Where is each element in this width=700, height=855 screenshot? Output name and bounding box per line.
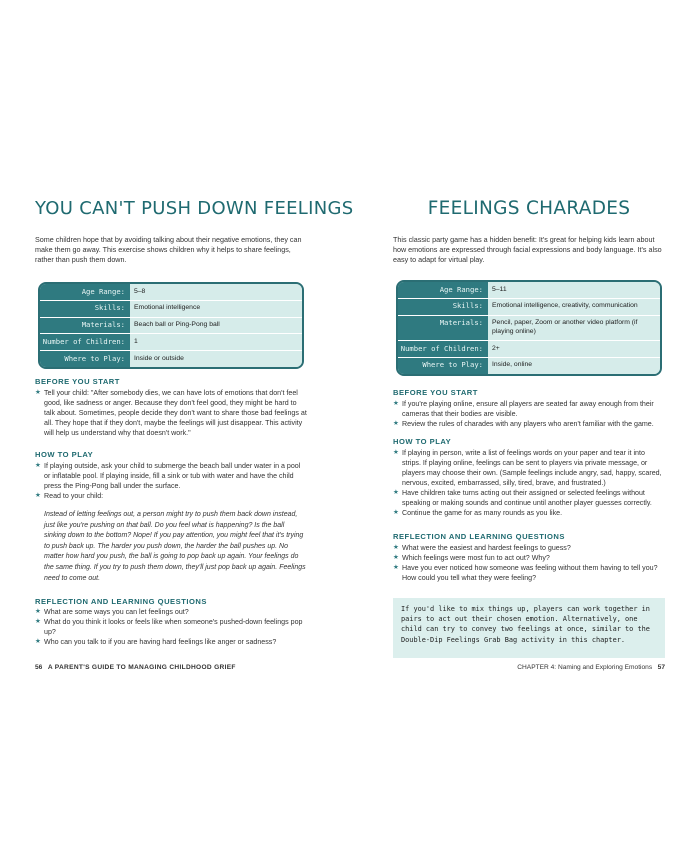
info-label: Materials: bbox=[398, 316, 488, 341]
chapter-title: CHAPTER 4: Naming and Exploring Emotions bbox=[517, 664, 653, 671]
section-heading-before: BEFORE YOU START bbox=[35, 377, 120, 386]
star-bullet-icon: ★ bbox=[393, 400, 399, 407]
howto-list bbox=[393, 448, 665, 518]
page-title: FEELINGS CHARADES bbox=[427, 198, 631, 219]
list-item: ★ If playing in person, write a list of feelings words on your paper and tear it into strips. If playing online, feelings can be sent to players via private message, or players may choose their own. (Sample feelings include angry, sad, happy, scared, nervous, excited, embarrassed, silly, tired, brave, and frustrated.) bbox=[393, 449, 662, 487]
info-label: Where to Play: bbox=[40, 351, 130, 367]
info-label: Where to Play: bbox=[398, 358, 488, 374]
list-item: ★ Continue the game for as many rounds as you like. bbox=[393, 509, 563, 517]
intro-paragraph: Some children hope that by avoiding talking about their negative emotions, they can make them go away. This exercise shows children why it helps to share feelings, rather than push them down. bbox=[35, 235, 302, 265]
list-item: ★ Which feelings were most fun to act out? Why? bbox=[393, 554, 550, 562]
info-row-skills bbox=[398, 299, 660, 316]
list-item: ★ What were the easiest and hardest feelings to guess? bbox=[393, 544, 571, 552]
star-bullet-icon: ★ bbox=[393, 544, 399, 551]
page-footer bbox=[35, 664, 236, 671]
info-row-where bbox=[40, 351, 302, 367]
info-label: Skills: bbox=[398, 299, 488, 315]
info-value: 5–11 bbox=[488, 282, 660, 298]
list-item: ★ What do you think it looks or feels like when someone's pushed-down feelings pop up? bbox=[35, 618, 303, 636]
info-label: Age Range: bbox=[40, 284, 130, 300]
page-number: 57 bbox=[657, 664, 665, 671]
star-bullet-icon: ★ bbox=[393, 509, 399, 516]
info-value: Emotional intelligence bbox=[130, 301, 302, 317]
info-label: Skills: bbox=[40, 301, 130, 317]
list-item: ★ Tell your child: "After somebody dies, we can have lots of emotions that don't feel good, like sadness or anger. Because they don't feel good, they might be hard to talk about. Sometimes, people decide they don't want to share those bad feelings at all. They hope that if they don't, maybe the feelings will just disappear. This activity will help us understand why that doesn't work." bbox=[35, 389, 307, 437]
info-row-skills bbox=[40, 301, 302, 318]
star-bullet-icon: ★ bbox=[35, 608, 41, 615]
info-row-age bbox=[40, 284, 302, 301]
list-item: ★ If you're playing online, ensure all players are seated far away enough from their cameras that their bodies are visible. bbox=[393, 400, 654, 418]
section-heading-reflection: REFLECTION AND LEARNING QUESTIONS bbox=[393, 532, 565, 541]
section-heading-before: BEFORE YOU START bbox=[393, 388, 478, 397]
star-bullet-icon: ★ bbox=[35, 462, 41, 469]
before-list bbox=[35, 388, 307, 438]
tip-box: If you'd like to mix things up, players can work together in pairs to act out their chosen emotion. Alternatively, one child can try to convey two feelings at once, similar to the Double-Dip Feelings Grab Bag activity in this chapter. bbox=[393, 598, 665, 658]
star-bullet-icon: ★ bbox=[35, 638, 41, 645]
list-item: ★ Have children take turns acting out their assigned or selected feelings without speaking or making sounds and continue until another player guesses correctly. bbox=[393, 489, 652, 507]
list-item: ★ Who can you talk to if you are having hard feelings like anger or sadness? bbox=[35, 638, 277, 646]
info-row-children bbox=[40, 334, 302, 351]
info-label: Number of Children: bbox=[398, 341, 488, 357]
page-number: 56 bbox=[35, 664, 43, 671]
reflection-list bbox=[35, 607, 307, 647]
info-table bbox=[396, 280, 662, 376]
info-row-children bbox=[398, 341, 660, 358]
read-aloud-quote: Instead of letting feelings out, a person might try to push them back down instead, just like you're pushing on that ball. Do you feel what is happening? Is the ball sinking down to the bottom? Nope! If you pay attention, you might feel that it's trying to push back up. The harder you push down, the harder the ball pushes up. No matter how hard you push, the ball is going to pop back up again. Your feelings do the same thing. If you try to push them down, they'll just pop back up again. Feelings need to come out. bbox=[44, 511, 306, 582]
section-heading-reflection: REFLECTION AND LEARNING QUESTIONS bbox=[35, 597, 207, 606]
right-page bbox=[393, 0, 665, 855]
reflection-list bbox=[393, 543, 665, 583]
star-bullet-icon: ★ bbox=[35, 492, 41, 499]
info-value: Pencil, paper, Zoom or another video platform (if playing online) bbox=[488, 316, 660, 341]
star-bullet-icon: ★ bbox=[393, 489, 399, 496]
list-item: ★ Read to your child: bbox=[35, 492, 104, 500]
list-item: ★ If playing outside, ask your child to submerge the beach ball under water in a pool or inflatable pool. If playing inside, fill a sink or tub with water and have the child press the Ping-Pong ball under the surface. bbox=[35, 462, 301, 490]
section-heading-howto: HOW TO PLAY bbox=[35, 450, 94, 459]
info-row-where bbox=[398, 358, 660, 374]
info-row-materials bbox=[40, 318, 302, 335]
info-value: Inside or outside bbox=[130, 351, 302, 367]
list-item: ★ Review the rules of charades with any players who aren't familiar with the game. bbox=[393, 420, 654, 428]
section-heading-howto: HOW TO PLAY bbox=[393, 437, 452, 446]
page-footer bbox=[517, 664, 665, 671]
howto-list bbox=[35, 461, 307, 501]
info-value: 2+ bbox=[488, 341, 660, 357]
info-label: Number of Children: bbox=[40, 334, 130, 350]
info-value: 5–8 bbox=[130, 284, 302, 300]
info-value: Beach ball or Ping-Pong ball bbox=[130, 318, 302, 334]
info-label: Materials: bbox=[40, 318, 130, 334]
info-row-age bbox=[398, 282, 660, 299]
left-page bbox=[35, 0, 354, 855]
list-item: ★ Have you ever noticed how someone was feeling without them having to tell you? How could you tell what they were feeling? bbox=[393, 564, 658, 582]
info-value: Inside, online bbox=[488, 358, 660, 374]
star-bullet-icon: ★ bbox=[35, 618, 41, 625]
star-bullet-icon: ★ bbox=[393, 420, 399, 427]
star-bullet-icon: ★ bbox=[393, 564, 399, 571]
star-bullet-icon: ★ bbox=[35, 389, 41, 396]
list-item: ★ What are some ways you can let feelings out? bbox=[35, 608, 189, 616]
star-bullet-icon: ★ bbox=[393, 554, 399, 561]
star-bullet-icon: ★ bbox=[393, 449, 399, 456]
page-title: YOU CAN'T PUSH DOWN FEELINGS bbox=[35, 198, 354, 219]
book-title: A PARENT'S GUIDE TO MANAGING CHILDHOOD GRIEF bbox=[47, 664, 236, 671]
info-label: Age Range: bbox=[398, 282, 488, 298]
info-value: Emotional intelligence, creativity, communication bbox=[488, 299, 660, 315]
info-row-materials bbox=[398, 316, 660, 342]
info-table bbox=[38, 282, 304, 369]
before-list bbox=[393, 399, 665, 429]
info-value: 1 bbox=[130, 334, 302, 350]
intro-paragraph: This classic party game has a hidden benefit: It's great for helping kids learn about how emotions are expressed through facial expressions and body language. It's also easy to adapt for virtual play. bbox=[393, 235, 662, 265]
